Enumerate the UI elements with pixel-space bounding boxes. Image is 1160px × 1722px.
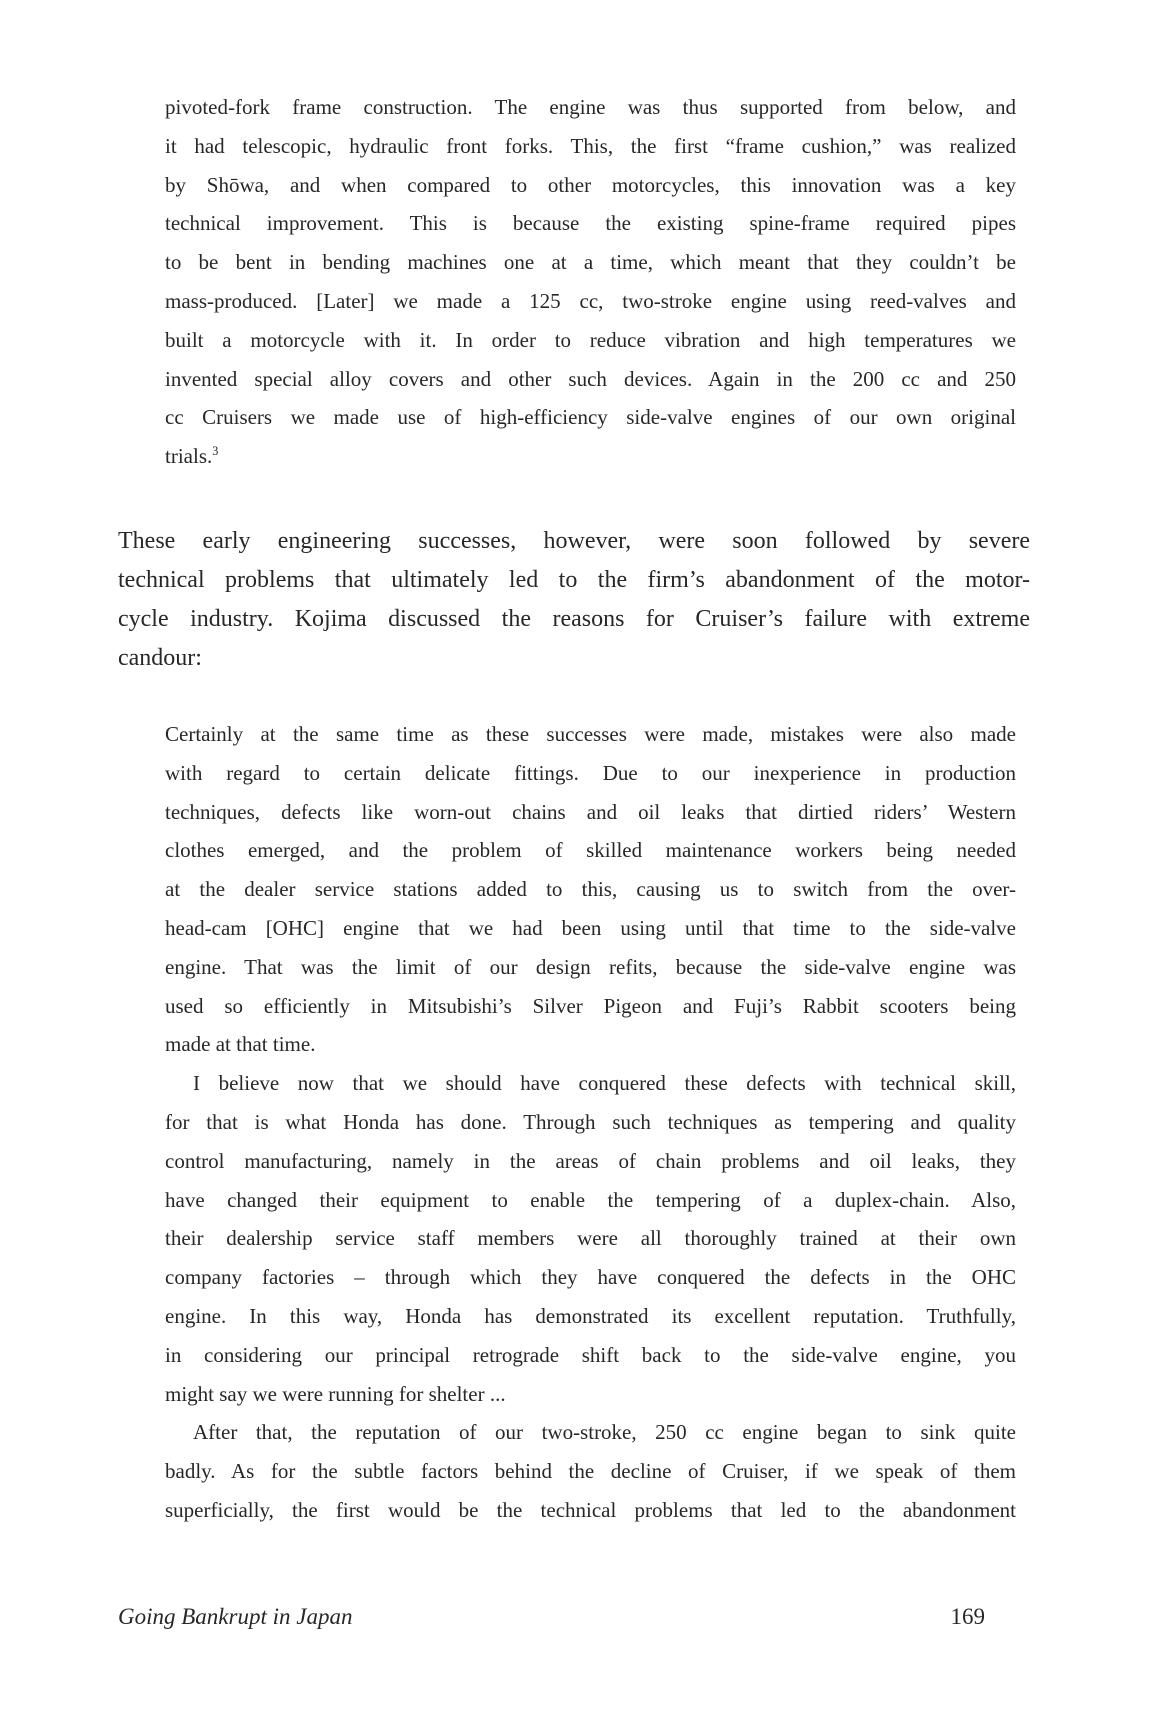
quote-line: made at that time. <box>165 1032 316 1057</box>
block-quote-2 <box>165 715 1016 1530</box>
paragraph-line: cycle industry. Kojima discussed the reasons for Cruiser’s failure with extreme <box>118 605 1030 632</box>
quote-line: company factories – through which they have conquered the defects in the OHC <box>165 1265 1016 1290</box>
quote-line: technical improvement. This is because the existing spine-frame required pipes <box>165 211 1016 236</box>
quote-line: control manufacturing, namely in the areas of chain problems and oil leaks, they <box>165 1148 1016 1173</box>
quote-line: clothes emerged, and the problem of skilled maintenance workers being needed <box>165 838 1016 863</box>
quote-line: mass-produced. [Later] we made a 125 cc, two-stroke engine using reed-valves and <box>165 288 1016 313</box>
quote-line: in considering our principal retrograde shift back to the side-valve engine, you <box>165 1342 1016 1367</box>
quote-line: cc Cruisers we made use of high-efficiency side-valve engines of our own original <box>165 405 1016 430</box>
book-title: Going Bankrupt in Japan <box>118 1604 353 1629</box>
quote-line: superficially, the first would be the technical problems that led to the abandonment <box>165 1497 1016 1522</box>
page-content <box>118 0 1030 1530</box>
quote-line: for that is what Honda has done. Through such techniques as tempering and quality <box>165 1109 1016 1134</box>
quote-last-line-text: trials. <box>165 444 213 469</box>
footnote-marker: 3 <box>212 444 219 459</box>
paragraph-line: technical problems that ultimately led to the firm’s abandonment of the motor- <box>118 566 1030 593</box>
running-footer <box>118 1602 985 1632</box>
quote-line: with regard to certain delicate fittings. Due to our inexperience in production <box>165 760 1016 785</box>
quote-line: might say we were running for shelter ... <box>165 1381 506 1406</box>
quote-line: built a motorcycle with it. In order to reduce vibration and high temperatures we <box>165 327 1016 352</box>
quote-line: Certainly at the same time as these successes were made, mistakes were also made <box>165 721 1016 746</box>
quote-line: After that, the reputation of our two-stroke, 250 cc engine began to sink quite <box>193 1420 1016 1445</box>
quote-line: badly. As for the subtle factors behind the decline of Cruiser, if we speak of them <box>165 1459 1016 1484</box>
quote-line: pivoted-fork frame construction. The engine was thus supported from below, and <box>165 95 1016 119</box>
quote-line <box>165 437 1016 476</box>
quote-line: invented special alloy covers and other such devices. Again in the 200 cc and 250 <box>165 366 1016 391</box>
paragraph-line: candour: <box>118 644 202 671</box>
quote-line: engine. In this way, Honda has demonstrated its excellent reputation. Truthfully, <box>165 1303 1016 1328</box>
paragraph-line: These early engineering successes, however, were soon followed by severe <box>118 527 1030 554</box>
quote-line: their dealership service staff members were all thoroughly trained at their own <box>165 1226 1016 1251</box>
quote-line: I believe now that we should have conquered these defects with technical skill, <box>193 1071 1016 1096</box>
quote-line: to be bent in bending machines one at a time, which meant that they couldn’t be <box>165 250 1016 275</box>
quote-line: used so efficiently in Mitsubishi’s Silver Pigeon and Fuji’s Rabbit scooters being <box>165 993 1016 1018</box>
page-number: 169 <box>950 1604 985 1629</box>
quote-line: by Shōwa, and when compared to other motorcycles, this innovation was a key <box>165 172 1016 197</box>
quote-line: it had telescopic, hydraulic front forks. This, the first “frame cushion,” was realized <box>165 133 1016 158</box>
quote-line: have changed their equipment to enable the tempering of a duplex-chain. Also, <box>165 1187 1016 1212</box>
quote-line: at the dealer service stations added to this, causing us to switch from the over- <box>165 877 1016 902</box>
body-paragraph <box>118 522 1030 678</box>
block-quote-1 <box>165 88 1016 476</box>
quote-line: engine. That was the limit of our design refits, because the side-valve engine was <box>165 954 1016 979</box>
quote-line: techniques, defects like worn-out chains and oil leaks that dirtied riders’ Western <box>165 799 1016 824</box>
quote-line: head-cam [OHC] engine that we had been using until that time to the side-valve <box>165 915 1016 940</box>
